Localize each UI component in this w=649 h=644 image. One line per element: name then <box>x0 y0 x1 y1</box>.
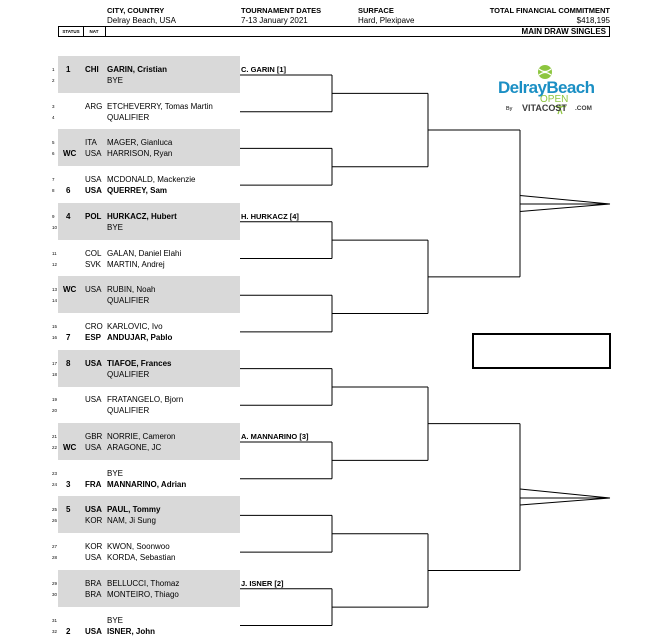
player-name: TIAFOE, Frances <box>107 358 172 368</box>
player-name: BELLUCCI, Thomaz <box>107 578 180 588</box>
player-nationality: USA <box>85 285 102 295</box>
draw-title: MAIN DRAW SINGLES <box>521 27 606 36</box>
player-nationality: USA <box>85 175 102 185</box>
logo-sponsor: VITACOST <box>522 103 567 113</box>
draw-position-number: 12 <box>52 261 58 267</box>
nat-column-header: NAT <box>83 27 106 36</box>
logo-dotcom: .COM <box>575 105 592 112</box>
player-nationality: POL <box>85 211 102 221</box>
bracket-line <box>520 195 610 204</box>
player-name: RUBIN, Noah <box>107 285 156 295</box>
player-nationality: ESP <box>85 332 102 342</box>
player-name: FRATANGELO, Bjorn <box>107 395 184 405</box>
draw-position-number: 16 <box>52 334 58 340</box>
seed-number: 3 <box>66 479 71 489</box>
draw-position-number: 23 <box>52 470 58 476</box>
player-nationality: ITA <box>85 138 97 148</box>
player-name: PAUL, Tommy <box>107 505 161 515</box>
status-column-header: STATUS <box>59 27 84 36</box>
draw-position-number: 20 <box>52 408 58 414</box>
round2-winner: C. GARIN [1] <box>241 65 286 74</box>
player-name: ANDUJAR, Pablo <box>107 332 173 342</box>
player-name: ETCHEVERRY, Tomas Martin <box>107 101 213 111</box>
draw-position-number: 4 <box>52 114 55 120</box>
commitment-label: TOTAL FINANCIAL COMMITMENT <box>489 6 610 15</box>
player-name: HURKACZ, Hubert <box>107 211 177 221</box>
player-name: QUALIFIER <box>107 296 150 306</box>
draw-position-number: 2 <box>52 78 55 83</box>
draw-position-number: 19 <box>52 397 58 403</box>
draw-position-number: 29 <box>52 580 58 586</box>
player-nationality: GBR <box>85 432 103 441</box>
player-nationality: USA <box>85 626 102 636</box>
player-name: BYE <box>107 76 124 85</box>
player-name: GARIN, Cristian <box>107 65 168 74</box>
commitment-value: $418,195 <box>576 16 610 25</box>
draw-position-number: 28 <box>52 555 58 561</box>
draw-position-number: 21 <box>52 434 58 439</box>
player-nationality: CRO <box>85 321 103 331</box>
entry-status: WC <box>63 285 77 295</box>
player-name: QUERREY, Sam <box>107 186 168 196</box>
seed-number: 1 <box>66 65 71 74</box>
player-name: BYE <box>107 222 124 232</box>
draw-position-number: 5 <box>52 140 55 146</box>
player-nationality: USA <box>85 358 102 368</box>
player-name: GALAN, Daniel Elahi <box>107 248 182 258</box>
player-nationality: BRA <box>85 589 102 599</box>
player-nationality: USA <box>85 553 102 563</box>
draw-position-number: 13 <box>52 287 58 293</box>
draw-position-number: 31 <box>52 617 58 623</box>
draw-position-number: 1 <box>52 67 55 72</box>
draw-position-number: 30 <box>52 591 58 597</box>
draw-position-number: 15 <box>52 323 58 329</box>
player-nationality: USA <box>85 443 102 452</box>
seed-number: 6 <box>66 186 71 196</box>
bracket-line <box>520 489 610 498</box>
player-name: MANNARINO, Adrian <box>107 479 187 489</box>
logo-open: OPEN <box>540 94 569 105</box>
dates-label: TOURNAMENT DATES <box>241 6 322 15</box>
player-nationality: COL <box>85 248 102 258</box>
player-nationality: USA <box>85 149 102 159</box>
draw-position-number: 26 <box>52 518 58 524</box>
player-name: KWON, Soonwoo <box>107 542 170 552</box>
draw-position-number: 14 <box>52 298 58 304</box>
draw-position-number: 22 <box>52 445 58 450</box>
seed-number: 7 <box>66 332 71 342</box>
draw-position-number: 3 <box>52 103 55 109</box>
draw-position-number: 17 <box>52 360 58 366</box>
player-name: ISNER, John <box>107 626 156 636</box>
seed-number: 2 <box>66 626 71 636</box>
draw-position-number: 7 <box>52 177 55 183</box>
player-nationality: ARG <box>85 101 103 111</box>
player-name: HARRISON, Ryan <box>107 149 173 159</box>
draw-position-number: 25 <box>52 507 58 513</box>
draw-position-number: 9 <box>52 213 55 219</box>
city-label: CITY, COUNTRY <box>107 6 165 15</box>
seed-number: 5 <box>66 505 71 515</box>
player-name: NAM, Ji Sung <box>107 516 156 526</box>
player-nationality: SVK <box>85 259 102 269</box>
player-name: QUALIFIER <box>107 112 150 122</box>
player-name: KARLOVIC, Ivo <box>107 321 163 331</box>
entry-status: WC <box>63 443 77 452</box>
city-value: Delray Beach, USA <box>107 16 176 25</box>
player-name: BYE <box>107 615 124 625</box>
bracket-line <box>520 498 610 505</box>
player-name: BYE <box>107 468 124 478</box>
draw-position-number: 6 <box>52 151 55 157</box>
champion-box <box>472 333 611 369</box>
player-nationality: KOR <box>85 542 103 552</box>
draw-position-number: 18 <box>52 371 58 377</box>
round2-winner: J. ISNER [2] <box>241 578 284 588</box>
player-name: MARTIN, Andrej <box>107 259 165 269</box>
player-name: QUALIFIER <box>107 406 150 416</box>
draw-position-number: 32 <box>52 628 58 634</box>
player-nationality: FRA <box>85 479 102 489</box>
player-nationality: USA <box>85 186 102 196</box>
dates-value: 7-13 January 2021 <box>241 16 308 25</box>
logo-wordmark: DelrayBeach <box>498 78 595 97</box>
player-name: NORRIE, Cameron <box>107 432 176 441</box>
logo-by: By <box>506 106 513 112</box>
bracket-line <box>520 204 610 211</box>
player-name: MONTEIRO, Thiago <box>107 589 179 599</box>
player-name: ARAGONE, JC <box>107 443 162 452</box>
player-nationality: USA <box>85 395 102 405</box>
surface-value: Hard, Plexipave <box>358 16 415 25</box>
player-nationality: KOR <box>85 516 103 526</box>
surface-label: SURFACE <box>358 6 394 15</box>
round2-winner: A. MANNARINO [3] <box>241 432 309 441</box>
player-nationality: BRA <box>85 578 102 588</box>
seed-number: 8 <box>66 358 71 368</box>
player-name: MCDONALD, Mackenzie <box>107 175 196 185</box>
player-nationality: CHI <box>85 65 99 74</box>
seed-number: 4 <box>66 211 71 221</box>
draw-position-number: 11 <box>52 250 57 256</box>
player-nationality: USA <box>85 505 102 515</box>
draw-position-number: 27 <box>52 544 58 550</box>
draw-position-number: 8 <box>52 188 55 194</box>
player-name: QUALIFIER <box>107 369 150 379</box>
entry-status: WC <box>63 149 77 159</box>
round2-winner: H. HURKACZ [4] <box>241 211 299 221</box>
player-name: MAGER, Gianluca <box>107 138 173 148</box>
draw-position-number: 24 <box>52 481 58 487</box>
player-name: KORDA, Sebastian <box>107 553 176 563</box>
draw-position-number: 10 <box>52 224 58 230</box>
